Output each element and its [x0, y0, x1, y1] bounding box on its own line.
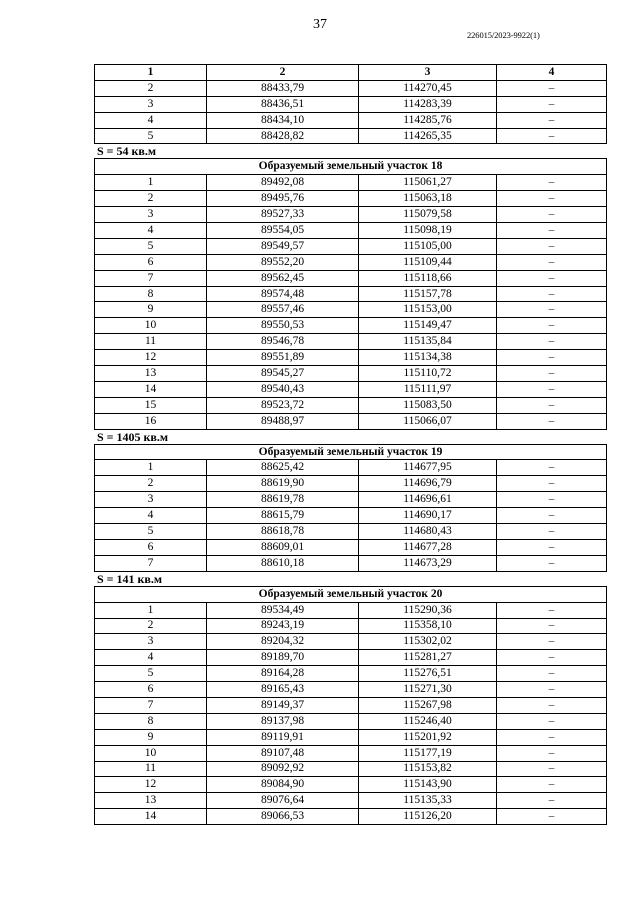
note-cell: –: [497, 476, 607, 492]
point-number: 4: [95, 508, 207, 524]
table-row: [95, 666, 607, 682]
note-cell: –: [497, 650, 607, 666]
note-cell: –: [497, 602, 607, 618]
table-row: [95, 128, 607, 144]
point-number: 11: [95, 761, 207, 777]
note-cell: –: [497, 793, 607, 809]
point-number: 13: [95, 366, 207, 382]
column-header: 4: [497, 65, 607, 81]
x-coordinate: 88434,10: [207, 112, 359, 128]
point-number: 5: [95, 524, 207, 540]
table-row: [95, 413, 607, 429]
x-coordinate: 88609,01: [207, 539, 359, 555]
y-coordinate: 115083,50: [359, 397, 497, 413]
y-coordinate: 114690,17: [359, 508, 497, 524]
parcel-title: Образуемый земельный участок 18: [95, 159, 607, 175]
table-row: [95, 713, 607, 729]
point-number: 14: [95, 809, 207, 825]
y-coordinate: 114673,29: [359, 555, 497, 571]
point-number: 7: [95, 555, 207, 571]
coordinates-table: [94, 64, 607, 144]
note-cell: –: [497, 761, 607, 777]
x-coordinate: 89534,49: [207, 602, 359, 618]
table-row: [95, 238, 607, 254]
x-coordinate: 88433,79: [207, 80, 359, 96]
x-coordinate: 89492,08: [207, 175, 359, 191]
note-cell: –: [497, 682, 607, 698]
y-coordinate: 114270,45: [359, 80, 497, 96]
point-number: 15: [95, 397, 207, 413]
point-number: 7: [95, 270, 207, 286]
table-row: [95, 334, 607, 350]
x-coordinate: 89550,53: [207, 318, 359, 334]
table-row: [95, 112, 607, 128]
y-coordinate: 115290,36: [359, 602, 497, 618]
y-coordinate: 115153,82: [359, 761, 497, 777]
point-number: 2: [95, 476, 207, 492]
table-row: [95, 80, 607, 96]
note-cell: –: [497, 238, 607, 254]
x-coordinate: 89165,43: [207, 682, 359, 698]
point-number: 10: [95, 745, 207, 761]
x-coordinate: 89189,70: [207, 650, 359, 666]
note-cell: –: [497, 666, 607, 682]
note-cell: –: [497, 350, 607, 366]
x-coordinate: 89545,27: [207, 366, 359, 382]
point-number: 5: [95, 238, 207, 254]
y-coordinate: 115177,19: [359, 745, 497, 761]
table-row: [95, 492, 607, 508]
table-row: [95, 602, 607, 618]
point-number: 1: [95, 175, 207, 191]
x-coordinate: 89107,48: [207, 745, 359, 761]
table-row: [95, 397, 607, 413]
x-coordinate: 88619,78: [207, 492, 359, 508]
table-row: [95, 207, 607, 223]
point-number: 6: [95, 254, 207, 270]
y-coordinate: 115110,72: [359, 366, 497, 382]
y-coordinate: 115302,02: [359, 634, 497, 650]
note-cell: –: [497, 112, 607, 128]
x-coordinate: 89084,90: [207, 777, 359, 793]
point-number: 4: [95, 650, 207, 666]
y-coordinate: 115149,47: [359, 318, 497, 334]
point-number: 6: [95, 539, 207, 555]
table-row: [95, 254, 607, 270]
y-coordinate: 115135,84: [359, 334, 497, 350]
point-number: 4: [95, 112, 207, 128]
point-number: 3: [95, 634, 207, 650]
table-row: [95, 809, 607, 825]
y-coordinate: 115135,33: [359, 793, 497, 809]
point-number: 14: [95, 381, 207, 397]
point-number: 1: [95, 460, 207, 476]
x-coordinate: 88428,82: [207, 128, 359, 144]
point-number: 9: [95, 302, 207, 318]
x-coordinate: 88436,51: [207, 96, 359, 112]
y-coordinate: 115098,19: [359, 223, 497, 239]
note-cell: –: [497, 381, 607, 397]
x-coordinate: 89488,97: [207, 413, 359, 429]
table-row: [95, 682, 607, 698]
y-coordinate: 115079,58: [359, 207, 497, 223]
x-coordinate: 89540,43: [207, 381, 359, 397]
y-coordinate: 115157,78: [359, 286, 497, 302]
table-row: [95, 508, 607, 524]
y-coordinate: 115118,66: [359, 270, 497, 286]
y-coordinate: 115276,51: [359, 666, 497, 682]
parcel-title-row: [95, 586, 607, 602]
x-coordinate: 89546,78: [207, 334, 359, 350]
point-number: 6: [95, 682, 207, 698]
note-cell: –: [497, 223, 607, 239]
note-cell: –: [497, 555, 607, 571]
column-header: 2: [207, 65, 359, 81]
x-coordinate: 88610,18: [207, 555, 359, 571]
table-row: [95, 318, 607, 334]
table-row: [95, 697, 607, 713]
note-cell: –: [497, 270, 607, 286]
y-coordinate: 115358,10: [359, 618, 497, 634]
y-coordinate: 114696,79: [359, 476, 497, 492]
x-coordinate: 89574,48: [207, 286, 359, 302]
table-row: [95, 460, 607, 476]
table-row: [95, 381, 607, 397]
y-coordinate: 115246,40: [359, 713, 497, 729]
area-label: S = 54 кв.м: [97, 144, 157, 159]
x-coordinate: 89164,28: [207, 666, 359, 682]
table-row: [95, 96, 607, 112]
table-row: [95, 270, 607, 286]
y-coordinate: 114285,76: [359, 112, 497, 128]
table-row: [95, 524, 607, 540]
table-row: [95, 191, 607, 207]
parcel-title: Образуемый земельный участок 20: [95, 586, 607, 602]
note-cell: –: [497, 697, 607, 713]
point-number: 5: [95, 128, 207, 144]
table-header-row: [95, 65, 607, 81]
note-cell: –: [497, 745, 607, 761]
note-cell: –: [497, 809, 607, 825]
y-coordinate: 114283,39: [359, 96, 497, 112]
table-row: [95, 634, 607, 650]
y-coordinate: 115111,97: [359, 381, 497, 397]
point-number: 12: [95, 350, 207, 366]
x-coordinate: 89076,64: [207, 793, 359, 809]
x-coordinate: 89149,37: [207, 697, 359, 713]
table-row: [95, 302, 607, 318]
y-coordinate: 114696,61: [359, 492, 497, 508]
table-row: [95, 555, 607, 571]
point-number: 8: [95, 286, 207, 302]
table-row: [95, 366, 607, 382]
page-number: 37: [313, 17, 327, 32]
y-coordinate: 115134,38: [359, 350, 497, 366]
note-cell: –: [497, 777, 607, 793]
parcel-title-row: [95, 444, 607, 460]
point-number: 9: [95, 729, 207, 745]
table-row: [95, 539, 607, 555]
point-number: 3: [95, 492, 207, 508]
note-cell: –: [497, 397, 607, 413]
note-cell: –: [497, 191, 607, 207]
y-coordinate: 115201,92: [359, 729, 497, 745]
note-cell: –: [497, 413, 607, 429]
x-coordinate: 89527,33: [207, 207, 359, 223]
x-coordinate: 89549,57: [207, 238, 359, 254]
note-cell: –: [497, 128, 607, 144]
parcel-title-row: [95, 159, 607, 175]
note-cell: –: [497, 729, 607, 745]
point-number: 7: [95, 697, 207, 713]
x-coordinate: 88615,79: [207, 508, 359, 524]
x-coordinate: 89137,98: [207, 713, 359, 729]
x-coordinate: 89557,46: [207, 302, 359, 318]
note-cell: –: [497, 175, 607, 191]
area-label: S = 141 кв.м: [97, 571, 163, 586]
point-number: 2: [95, 80, 207, 96]
table-row: [95, 286, 607, 302]
note-cell: –: [497, 713, 607, 729]
parcel-coordinates-table: [94, 586, 607, 825]
x-coordinate: 88619,90: [207, 476, 359, 492]
note-cell: –: [497, 286, 607, 302]
x-coordinate: 89562,45: [207, 270, 359, 286]
parcel-title: Образуемый земельный участок 19: [95, 444, 607, 460]
area-label: S = 1405 кв.м: [97, 429, 169, 444]
note-cell: –: [497, 366, 607, 382]
table-row: [95, 793, 607, 809]
table-row: [95, 745, 607, 761]
point-number: 13: [95, 793, 207, 809]
x-coordinate: 89495,76: [207, 191, 359, 207]
table-row: [95, 350, 607, 366]
note-cell: –: [497, 618, 607, 634]
note-cell: –: [497, 539, 607, 555]
x-coordinate: 89551,89: [207, 350, 359, 366]
note-cell: –: [497, 207, 607, 223]
note-cell: –: [497, 524, 607, 540]
y-coordinate: 114677,28: [359, 539, 497, 555]
parcel-coordinates-table: [94, 444, 607, 572]
coordinates-document: [94, 64, 606, 825]
point-number: 3: [95, 207, 207, 223]
parcel-coordinates-table: [94, 158, 607, 429]
document-id: 226015/2023-9922(1): [467, 30, 540, 40]
point-number: 10: [95, 318, 207, 334]
table-row: [95, 777, 607, 793]
column-header: 3: [359, 65, 497, 81]
x-coordinate: 89552,20: [207, 254, 359, 270]
note-cell: –: [497, 460, 607, 476]
y-coordinate: 115267,98: [359, 697, 497, 713]
y-coordinate: 115126,20: [359, 809, 497, 825]
point-number: 8: [95, 713, 207, 729]
x-coordinate: 89243,19: [207, 618, 359, 634]
x-coordinate: 89066,53: [207, 809, 359, 825]
point-number: 2: [95, 191, 207, 207]
point-number: 12: [95, 777, 207, 793]
note-cell: –: [497, 80, 607, 96]
point-number: 1: [95, 602, 207, 618]
y-coordinate: 114265,35: [359, 128, 497, 144]
point-number: 4: [95, 223, 207, 239]
y-coordinate: 115271,30: [359, 682, 497, 698]
y-coordinate: 115063,18: [359, 191, 497, 207]
note-cell: –: [497, 96, 607, 112]
x-coordinate: 89554,05: [207, 223, 359, 239]
table-row: [95, 650, 607, 666]
table-row: [95, 223, 607, 239]
x-coordinate: 88625,42: [207, 460, 359, 476]
x-coordinate: 88618,78: [207, 524, 359, 540]
table-row: [95, 618, 607, 634]
x-coordinate: 89119,91: [207, 729, 359, 745]
y-coordinate: 115281,27: [359, 650, 497, 666]
point-number: 2: [95, 618, 207, 634]
y-coordinate: 115143,90: [359, 777, 497, 793]
x-coordinate: 89523,72: [207, 397, 359, 413]
x-coordinate: 89092,92: [207, 761, 359, 777]
table-row: [95, 476, 607, 492]
point-number: 11: [95, 334, 207, 350]
note-cell: –: [497, 492, 607, 508]
y-coordinate: 115066,07: [359, 413, 497, 429]
y-coordinate: 115153,00: [359, 302, 497, 318]
y-coordinate: 115109,44: [359, 254, 497, 270]
note-cell: –: [497, 302, 607, 318]
point-number: 5: [95, 666, 207, 682]
note-cell: –: [497, 254, 607, 270]
y-coordinate: 114677,95: [359, 460, 497, 476]
point-number: 3: [95, 96, 207, 112]
column-header: 1: [95, 65, 207, 81]
y-coordinate: 115061,27: [359, 175, 497, 191]
x-coordinate: 89204,32: [207, 634, 359, 650]
table-row: [95, 761, 607, 777]
y-coordinate: 115105,00: [359, 238, 497, 254]
note-cell: –: [497, 318, 607, 334]
table-row: [95, 729, 607, 745]
table-row: [95, 175, 607, 191]
note-cell: –: [497, 334, 607, 350]
y-coordinate: 114680,43: [359, 524, 497, 540]
note-cell: –: [497, 634, 607, 650]
note-cell: –: [497, 508, 607, 524]
point-number: 16: [95, 413, 207, 429]
